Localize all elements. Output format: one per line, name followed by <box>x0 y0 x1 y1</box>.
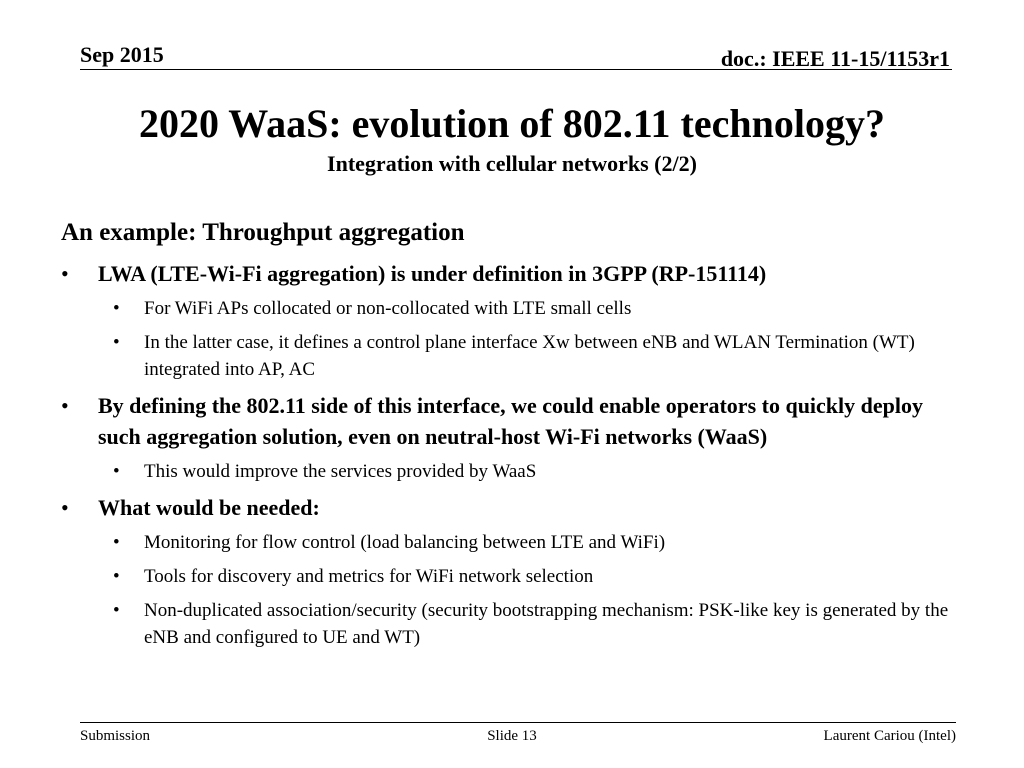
bullet-dot: • <box>61 495 69 520</box>
bullet-level2 <box>61 563 971 590</box>
header-doc-id: doc.: IEEE 11-15/1153r1 <box>720 46 950 71</box>
bullet-level2 <box>61 597 971 651</box>
header-divider <box>80 69 952 70</box>
footer-slide-number: Slide 13 <box>487 728 537 744</box>
bullet-text: This would improve the services provided by WaaS <box>144 461 537 482</box>
bullet-dot: • <box>113 532 120 553</box>
footer-submission: Submission <box>80 728 151 744</box>
bullet-dot: • <box>113 298 120 319</box>
bullet-level2 <box>61 329 971 383</box>
footer-author: Laurent Cariou (Intel) <box>823 728 956 744</box>
bullet-level1 <box>61 390 971 452</box>
bullet-dot: • <box>113 600 120 621</box>
bullet-dot: • <box>113 461 120 482</box>
bullet-text: Tools for discovery and metrics for WiFi network selection <box>144 566 594 587</box>
bullet-text: In the latter case, it defines a control plane interface Xw between eNB and WLAN Termination (WT) integrated into AP, AC <box>144 332 915 380</box>
bullet-dot: • <box>113 332 120 353</box>
bullet-level1 <box>61 258 971 289</box>
bullet-level2 <box>61 458 971 485</box>
header-date: Sep 2015 <box>80 42 164 67</box>
bullet-dot: • <box>61 261 69 286</box>
bullet-text: For WiFi APs collocated or non-collocated with LTE small cells <box>144 298 632 319</box>
bullet-level2 <box>61 529 971 556</box>
bullet-text: What would be needed: <box>98 495 320 520</box>
bullet-text: By defining the 802.11 side of this interface, we could enable operators to quickly deploy such aggregation solution, even on neutral-host Wi-Fi networks (WaaS) <box>98 393 923 449</box>
bullet-dot: • <box>113 566 120 587</box>
bullet-dot: • <box>61 393 69 418</box>
bullet-level2 <box>61 295 971 322</box>
slide-subtitle: Integration with cellular networks (2/2) <box>327 151 697 176</box>
footer-divider <box>80 722 956 723</box>
bullet-text: Monitoring for flow control (load balancing between LTE and WiFi) <box>144 532 666 553</box>
bullet-level1 <box>61 492 971 523</box>
slide-body <box>61 216 971 658</box>
section-heading: An example: Throughput aggregation <box>61 219 465 246</box>
slide-title: 2020 WaaS: evolution of 802.11 technology? <box>139 101 885 146</box>
bullet-text: LWA (LTE-Wi-Fi aggregation) is under definition in 3GPP (RP-151114) <box>98 261 767 286</box>
bullet-text: Non-duplicated association/security (security bootstrapping mechanism: PSK-like key is generated by the eNB and configured to UE and WT) <box>144 600 949 648</box>
